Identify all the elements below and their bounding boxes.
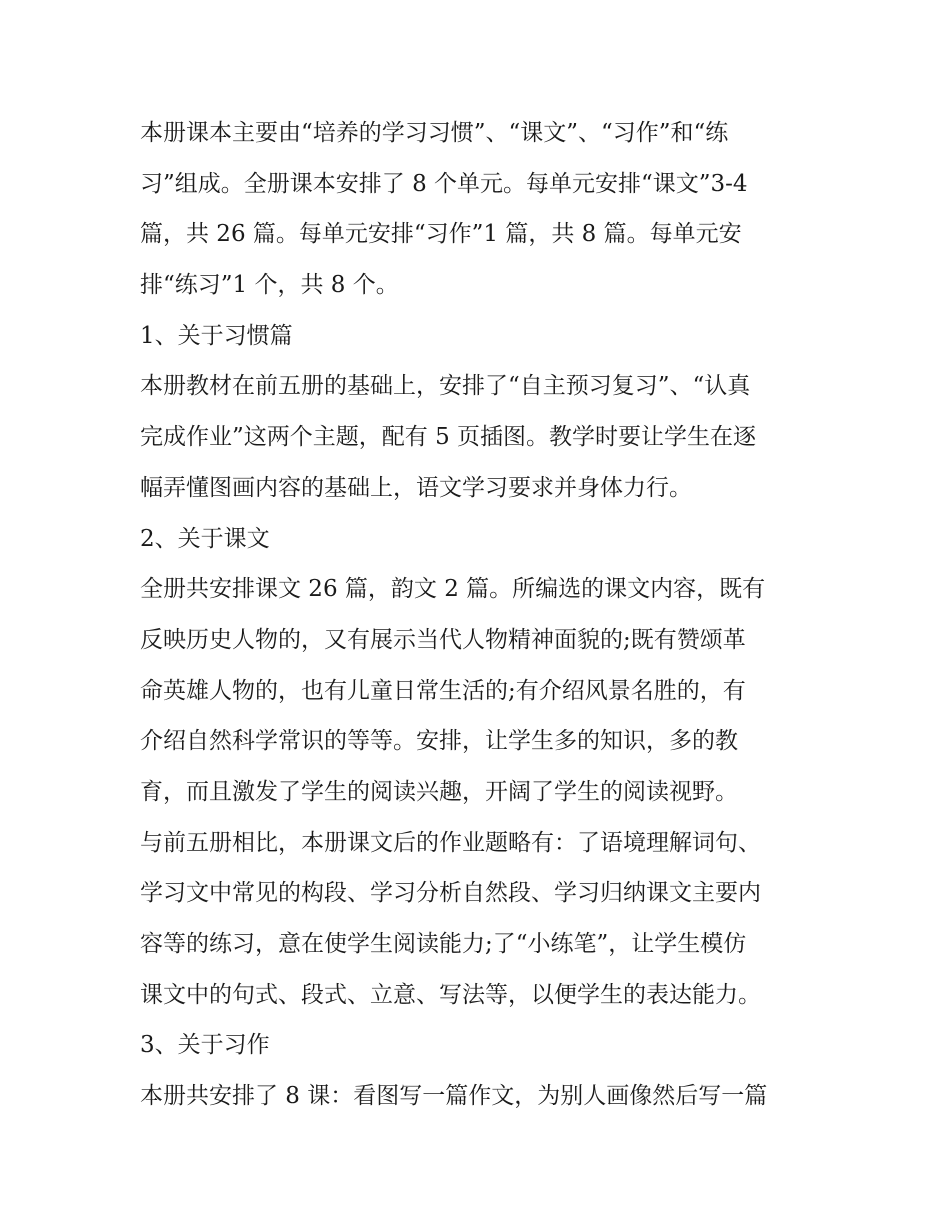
text-line: 本册课本主要由“培养的学习习惯”、“课文”、“习作”和“练	[140, 120, 729, 146]
text-line: 育，而且激发了学生的阅读兴趣，开阔了学生的阅读视野。	[140, 778, 738, 805]
text-line: 排“练习”1 个，共 8 个。	[140, 272, 399, 299]
text-line: 本册共安排了 8 课：看图写一篇作文，为别人画像然后写一篇	[140, 1083, 768, 1110]
text-line: 命英雄人物的，也有儿童日常生活的;有介绍风景名胜的，有	[140, 677, 746, 704]
text-line: 介绍自然科学常识的等等。安排，让学生多的知识，多的教	[140, 728, 738, 755]
text-line: 反映历史人物的，又有展示当代人物精神面貌的;既有赞颂革	[140, 626, 746, 653]
section-heading-habits: 1、关于习惯篇	[140, 322, 293, 349]
text-line: 习”组成。全册课本安排了 8 个单元。每单元安排“课文”3-4	[140, 170, 748, 197]
text-line: 课文中的句式、段式、立意、写法等，以便学生的表达能力。	[140, 981, 761, 1008]
text-line: 容等的练习，意在使学生阅读能力;了“小练笔”，让学生模仿	[140, 931, 747, 957]
section-heading-writing: 3、关于习作	[140, 1032, 270, 1059]
text-line: 全册共安排课文 26 篇，韵文 2 篇。所编选的课文内容，既有	[140, 576, 766, 603]
text-line: 幅弄懂图画内容的基础上，语文学习要求并身体力行。	[140, 474, 692, 501]
section-heading-texts: 2、关于课文	[140, 525, 270, 552]
text-line: 完成作业”这两个主题，配有 5 页插图。教学时要让学生在逐	[140, 424, 757, 451]
text-line: 与前五册相比，本册课文后的作业题略有：了语境理解词句、	[140, 829, 761, 856]
text-line: 本册教材在前五册的基础上，安排了“自主预习复习”、“认真	[140, 373, 751, 400]
text-line: 篇，共 26 篇。每单元安排“习作”1 篇，共 8 篇。每单元安	[140, 221, 742, 248]
text-line: 学习文中常见的构段、学习分析自然段、学习归纳课文主要内	[140, 880, 761, 907]
document-body	[140, 108, 820, 1122]
